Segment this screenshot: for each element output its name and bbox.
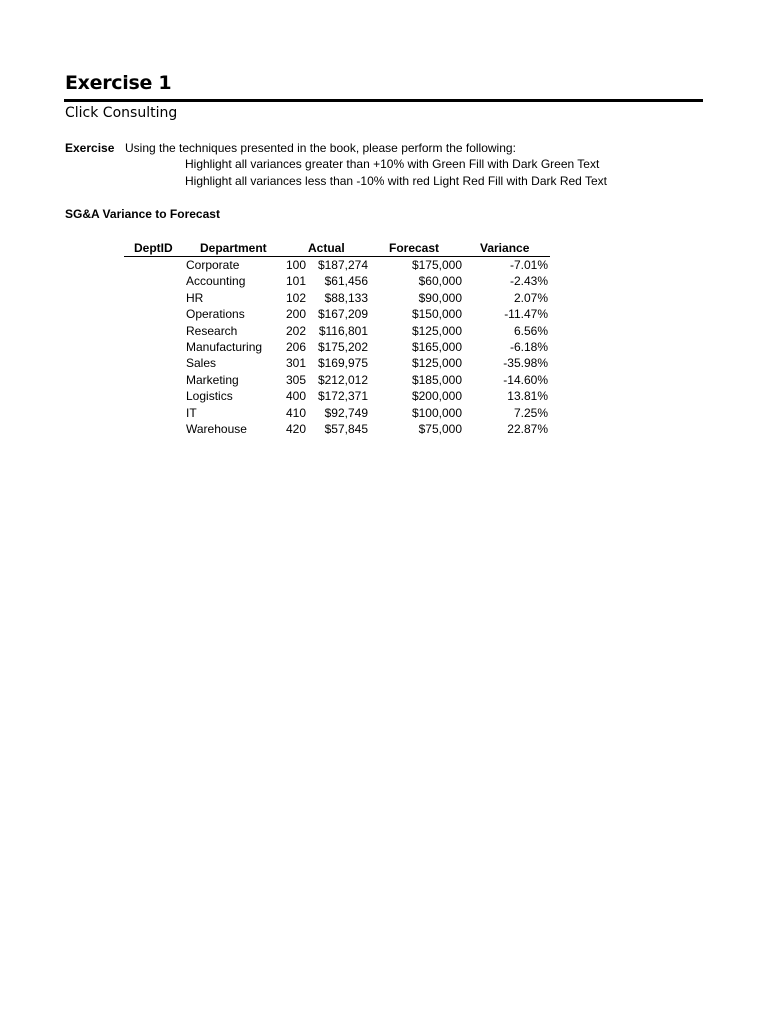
header-actual: Actual [308, 241, 345, 255]
cell-department: Marketing [186, 372, 239, 387]
cell-deptid: 305 [285, 372, 306, 387]
cell-forecast: $185,000 [411, 372, 462, 387]
cell-deptid: 206 [285, 339, 306, 354]
cell-deptid: 101 [285, 274, 306, 289]
cell-variance: 13.81% [507, 389, 548, 404]
cell-variance: 2.07% [513, 290, 548, 305]
cell-variance: -7.01% [509, 258, 548, 272]
cell-department: Accounting [186, 274, 246, 289]
table-row [124, 306, 550, 322]
table-row [124, 405, 550, 421]
cell-actual: $57,845 [324, 421, 368, 436]
cell-forecast: $90,000 [418, 290, 462, 305]
exercise-label: Exercise [65, 141, 115, 155]
cell-department: Warehouse [186, 421, 247, 436]
cell-actual: $92,749 [324, 405, 368, 420]
cell-variance: -6.18% [509, 339, 548, 354]
cell-actual: $175,202 [317, 339, 368, 354]
exercise-intro: Using the techniques presented in the book, please perform the following: [125, 141, 516, 155]
header-deptid: DeptID [134, 241, 173, 255]
cell-forecast: $165,000 [411, 339, 462, 354]
cell-variance: 22.87% [507, 421, 548, 436]
header-variance: Variance [480, 241, 530, 255]
title-rule [64, 99, 703, 102]
header-forecast: Forecast [389, 241, 440, 255]
cell-deptid: 200 [285, 307, 306, 322]
header-department: Department [200, 241, 267, 255]
cell-forecast: $150,000 [411, 307, 462, 322]
cell-deptid: 100 [285, 258, 306, 272]
table-title: SG&A Variance to Forecast [65, 207, 220, 221]
cell-actual: $169,975 [317, 356, 368, 371]
cell-deptid: 400 [285, 389, 306, 404]
cell-department: HR [186, 290, 204, 305]
cell-forecast: $75,000 [418, 421, 462, 436]
cell-deptid: 301 [285, 356, 306, 371]
cell-forecast: $200,000 [411, 389, 462, 404]
cell-forecast: $125,000 [411, 356, 462, 371]
cell-actual: $212,012 [317, 372, 368, 387]
cell-variance: -2.43% [509, 274, 548, 289]
cell-variance: 7.25% [513, 405, 548, 420]
cell-deptid: 410 [285, 405, 306, 420]
table-row [124, 323, 550, 339]
cell-forecast: $175,000 [411, 258, 462, 272]
cell-deptid: 420 [285, 421, 306, 436]
cell-actual: $187,274 [317, 258, 368, 272]
cell-variance: -11.47% [504, 307, 548, 322]
cell-department: Research [186, 323, 238, 338]
cell-department: Manufacturing [186, 339, 263, 354]
cell-department: Corporate [186, 258, 240, 272]
page-subtitle: Click Consulting [65, 105, 178, 121]
table-body [124, 257, 550, 437]
table-header-row [124, 240, 550, 257]
table-row [124, 388, 550, 404]
cell-actual: $61,456 [324, 274, 368, 289]
cell-variance: -14.60% [503, 372, 548, 387]
cell-variance: 6.56% [513, 323, 548, 338]
page-title: Exercise 1 [65, 72, 172, 94]
cell-department: Sales [186, 356, 217, 371]
cell-department: Operations [186, 307, 245, 322]
cell-forecast: $100,000 [411, 405, 462, 420]
table-row [124, 339, 550, 355]
table-row [124, 355, 550, 371]
table-row [124, 421, 550, 437]
cell-department: IT [186, 405, 197, 420]
exercise-instruction: Highlight all variances less than -10% with red Light Red Fill with Dark Red Text [185, 174, 607, 188]
cell-actual: $167,209 [317, 307, 368, 322]
variance-table [124, 240, 550, 437]
cell-deptid: 102 [285, 290, 306, 305]
cell-variance: -35.98% [503, 356, 548, 371]
cell-actual: $88,133 [324, 290, 368, 305]
cell-actual: $116,801 [318, 323, 368, 338]
exercise-instruction: Highlight all variances greater than +10% with Green Fill with Dark Green Text [185, 157, 600, 171]
table-row [124, 290, 550, 306]
table-row [124, 257, 550, 273]
table-row [124, 372, 550, 388]
cell-forecast: $60,000 [418, 274, 462, 289]
table-row [124, 273, 550, 289]
cell-forecast: $125,000 [411, 323, 462, 338]
cell-actual: $172,371 [317, 389, 368, 404]
cell-deptid: 202 [285, 323, 306, 338]
cell-department: Logistics [186, 389, 233, 404]
